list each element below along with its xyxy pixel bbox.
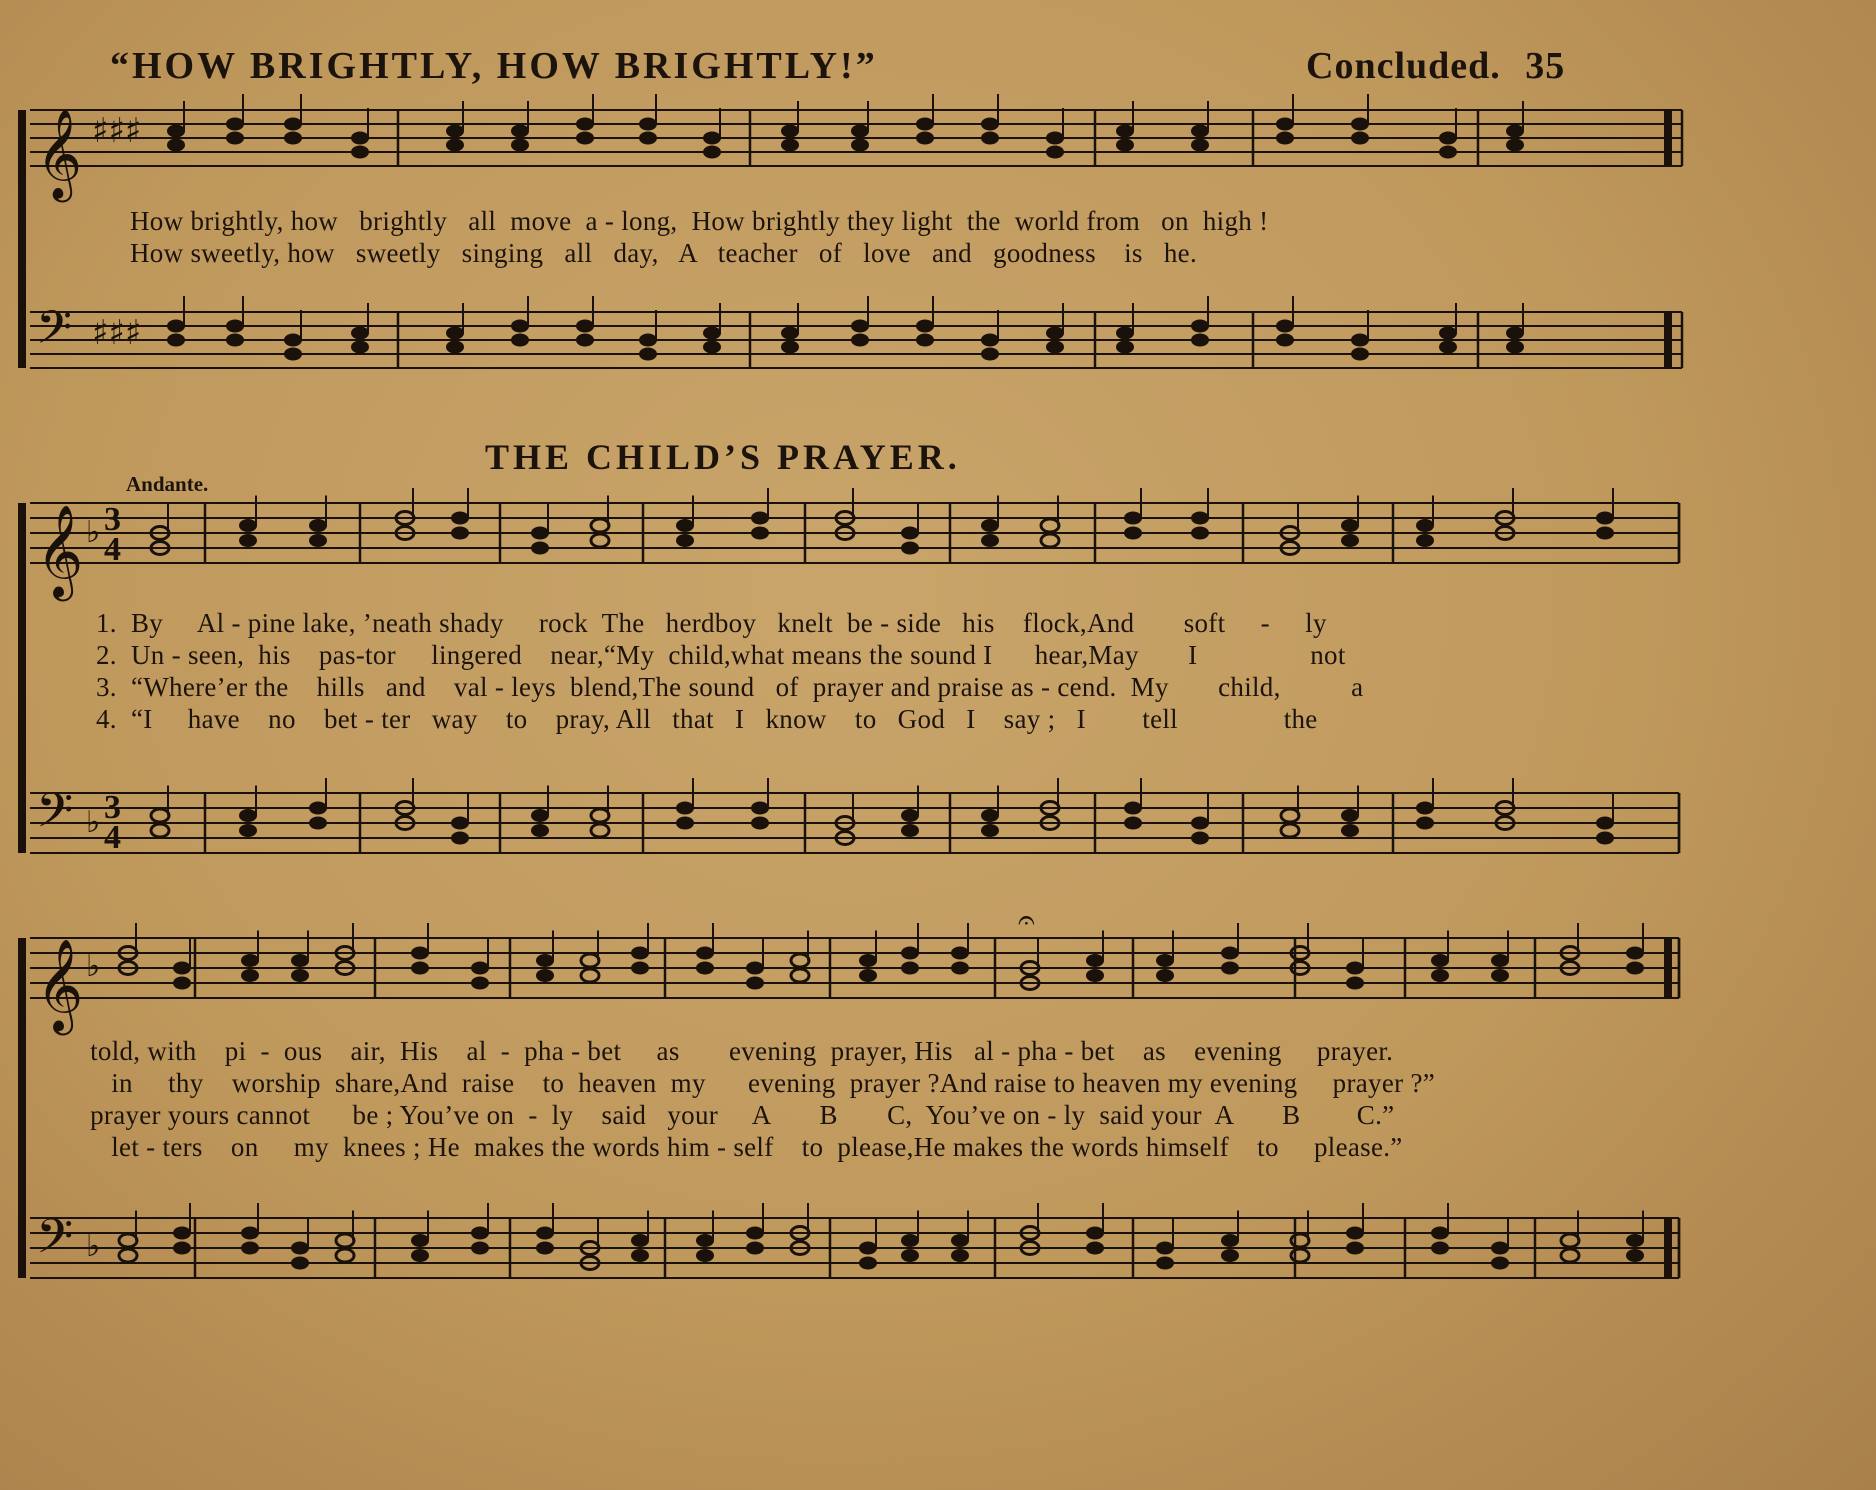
key-signature-flat: ♭: [86, 515, 101, 550]
hymn-s2-bass-note: [291, 1242, 309, 1255]
song1-treble-note: [1046, 146, 1064, 159]
hymn-s1-bass-note: [531, 824, 549, 837]
song1-treble-note: [851, 125, 869, 138]
hymn-s1-bass-note: [591, 809, 609, 822]
song1-bass-note: [351, 327, 369, 340]
hymn-s2-bass-note: [1086, 1242, 1104, 1255]
song1-bass-note: [576, 320, 594, 333]
hymn-lyric-verse-2-cont: in thy worship share,And raise to heaven my evening prayer ?And raise to heaven my evening prayer ?”: [76, 1068, 1436, 1098]
hymn-s2-treble-note: [581, 954, 599, 967]
hymn-s1-treble-note: [309, 519, 327, 532]
hymn-lyric-verse-3: 3. “Where’er the hills and val - leys blend,The sound of prayer and praise as - cend. My child, a: [96, 672, 1364, 702]
hymn-s1-bass-note: [451, 832, 469, 845]
song1-bass-note: [1351, 334, 1369, 347]
song1-treble-note: [1351, 132, 1369, 145]
song1-treble-note: [446, 139, 464, 152]
hymn-s2-treble-note: [631, 947, 649, 960]
song1-bass-note: [446, 327, 464, 340]
hymn-s2-treble-note: [536, 969, 554, 982]
key-signature-sharps: ♯♯♯: [92, 313, 142, 353]
hymn-s1-bass-note: [309, 802, 327, 815]
hymn-s1-bass-note: [1341, 824, 1359, 837]
song1-bass-note: [1046, 341, 1064, 354]
hymn-s2-bass-note: [471, 1242, 489, 1255]
hymn-s1-bass-note: [981, 824, 999, 837]
song1-bass-note: [1506, 327, 1524, 340]
hymn-s2-treble-note: [1221, 947, 1239, 960]
song1-bass-note: [781, 327, 799, 340]
song1-treble-note: [1439, 146, 1457, 159]
hymn-s1-bass-note: [901, 824, 919, 837]
hymn-s1-treble-note: [1341, 519, 1359, 532]
hymn-s1-treble-note: [751, 512, 769, 525]
treble-clef-icon: 𝄞: [36, 109, 83, 199]
hymn-title: THE CHILD’S PRAYER.: [485, 437, 961, 477]
song1-treble-note: [639, 118, 657, 131]
treble-clef-icon: 𝄞: [36, 938, 84, 1031]
hymn-s1-bass-note: [1124, 802, 1142, 815]
song1-bass-note: [1276, 334, 1294, 347]
song1-bass-note: [226, 334, 244, 347]
song1-bass-note: [639, 334, 657, 347]
song1-treble-note: [851, 139, 869, 152]
hymn-s1-bass-note: [676, 802, 694, 815]
hymn-s1-treble-note: [981, 519, 999, 532]
hymn-s1-treble-note: [751, 527, 769, 540]
song1-treble-note: [1439, 132, 1457, 145]
bass-clef-icon: 𝄢: [36, 782, 74, 850]
hymn-s2-treble-note: [1156, 954, 1174, 967]
hymn-s1-bass-note: [1281, 809, 1299, 822]
hymn-s1-treble-note: [1416, 534, 1434, 547]
song1-treble-note: [981, 132, 999, 145]
song1-bass-note: [1116, 327, 1134, 340]
hymn-s2-treble-note: [1086, 969, 1104, 982]
hymn-s2-bass-note: [119, 1234, 137, 1247]
song1-treble-note: [1351, 118, 1369, 131]
song1-treble-note: [1046, 132, 1064, 145]
hymn-s2-bass-note: [336, 1249, 354, 1262]
hymn-s2-treble-note: [1086, 954, 1104, 967]
hymn-s2-treble-note: [1346, 962, 1364, 975]
hymn-s1-bass-note: [1416, 802, 1434, 815]
hymn-s2-bass-note: [901, 1234, 919, 1247]
hymn-s2-bass-note: [1156, 1242, 1174, 1255]
hymn-s1-treble-note: [531, 542, 549, 555]
time-signature-bottom: 4: [104, 819, 121, 856]
hymn-s1-treble-note: [591, 519, 609, 532]
hymn-s1-treble-note: [1191, 527, 1209, 540]
hymn-s2-bass-note: [1291, 1234, 1309, 1247]
song1-bass-note: [1276, 320, 1294, 333]
song1-bass-note: [1506, 341, 1524, 354]
hymn-s2-bass-note: [1346, 1227, 1364, 1240]
hymn-s2-bass-note: [411, 1234, 429, 1247]
hymn-s2-treble-note: [901, 947, 919, 960]
hymn-s1-bass-note: [151, 809, 169, 822]
hymn-s1-bass-note: [1191, 817, 1209, 830]
hymn-s2-bass-note: [1431, 1242, 1449, 1255]
hymn-s2-bass-note: [1561, 1234, 1579, 1247]
song1-bass-note: [351, 341, 369, 354]
hymn-lyric-verse-4: 4. “I have no bet - ter way to pray, All that I know to God I say ; I tell the: [96, 704, 1318, 734]
song1-bass-note: [1439, 327, 1457, 340]
song1-bass-note: [1116, 341, 1134, 354]
song1-treble-note: [1116, 139, 1134, 152]
hymn-s1-bass-note: [1596, 832, 1614, 845]
hymn-s2-treble-note: [411, 947, 429, 960]
hymn-s1-treble-note: [591, 534, 609, 547]
hymn-s1-bass-note: [751, 802, 769, 815]
hymn-s2-bass-note: [1626, 1249, 1644, 1262]
song1-treble-note: [781, 125, 799, 138]
hymn-s2-treble-note: [951, 947, 969, 960]
song1-treble-note: [511, 139, 529, 152]
hymn-s2-treble-note: [1431, 969, 1449, 982]
hymn-s2-bass-note: [336, 1234, 354, 1247]
song1-bass-note: [167, 334, 185, 347]
song1-bass-note: [284, 348, 302, 361]
hymn-s2-bass-note: [1291, 1249, 1309, 1262]
hymn-s2-bass-note: [1156, 1257, 1174, 1270]
hymn-s2-treble-note: [1491, 954, 1509, 967]
hymn-s2-bass-note: [1491, 1242, 1509, 1255]
hymn-s2-treble-note: [581, 969, 599, 982]
hymn-s2-treble-note: [859, 969, 877, 982]
song1-treble-note: [226, 118, 244, 131]
song1-bass-note: [981, 334, 999, 347]
song1-treble-note: [1191, 125, 1209, 138]
song-title: “HOW BRIGHTLY, HOW BRIGHTLY!”: [110, 45, 878, 87]
song1-treble-note: [167, 125, 185, 138]
hymn-s1-treble-note: [451, 512, 469, 525]
key-signature-flat: ♭: [86, 1229, 101, 1264]
hymn-s2-bass-note: [536, 1242, 554, 1255]
hymn-s1-treble-note: [981, 534, 999, 547]
song1-treble-note: [916, 118, 934, 131]
hymn-s2-bass-note: [471, 1227, 489, 1240]
hymn-s1-treble-note: [1596, 512, 1614, 525]
song1-bass-note: [576, 334, 594, 347]
hymn-lyric-verse-1-cont: told, with pi - ous air, His al - pha - bet as evening prayer, His al - pha - bet as evening prayer.: [76, 1036, 1394, 1066]
hymn-lyric-verse-2: 2. Un - seen, his pas-tor lingered near,“My child,what means the sound I hear,May I not: [96, 640, 1346, 670]
hymn-s1-bass-note: [239, 824, 257, 837]
hymn-s1-bass-note: [1341, 809, 1359, 822]
fermata-icon: 𝄐: [1018, 903, 1035, 938]
song1-bass-note: [703, 327, 721, 340]
song1-treble-note: [284, 132, 302, 145]
song1-treble-note: [1506, 139, 1524, 152]
hymn-s2-treble-note: [536, 954, 554, 967]
song1-treble-note: [284, 118, 302, 131]
song1-bass-note: [703, 341, 721, 354]
hymn-s2-bass-note: [951, 1234, 969, 1247]
hymn-s2-treble-note: [173, 962, 191, 975]
hymn-s1-bass-note: [1191, 832, 1209, 845]
hymn-s2-bass-note: [859, 1257, 877, 1270]
hymn-s2-treble-note: [859, 954, 877, 967]
hymn-s1-treble-note: [1191, 512, 1209, 525]
song1-bass-note: [511, 320, 529, 333]
hymn-s2-bass-note: [411, 1249, 429, 1262]
hymn-s1-bass-note: [591, 824, 609, 837]
song1-bass-note: [1046, 327, 1064, 340]
hymn-s2-bass-note: [241, 1227, 259, 1240]
hymn-s1-treble-note: [531, 527, 549, 540]
song1-bass-note: [1191, 320, 1209, 333]
hymn-s1-treble-note: [1596, 527, 1614, 540]
song1-bass-note: [639, 348, 657, 361]
song1-treble-note: [351, 132, 369, 145]
hymn-s1-treble-note: [676, 534, 694, 547]
hymn-s2-treble-note: [901, 962, 919, 975]
hymn-s1-treble-note: [901, 542, 919, 555]
song1-bass-note: [1191, 334, 1209, 347]
hymn-s2-treble-note: [1626, 947, 1644, 960]
song1-bass-note: [446, 341, 464, 354]
song1-bass-note: [226, 320, 244, 333]
hymn-s1-bass-note: [676, 817, 694, 830]
song1-treble-note: [639, 132, 657, 145]
hymn-s2-bass-note: [859, 1242, 877, 1255]
hymn-s1-bass-note: [151, 824, 169, 837]
hymn-s1-treble-note: [239, 519, 257, 532]
hymn-s2-bass-note: [1221, 1249, 1239, 1262]
hymn-s2-bass-note: [1346, 1242, 1364, 1255]
hymn-s2-treble-note: [1491, 969, 1509, 982]
hymn-s2-treble-note: [1156, 969, 1174, 982]
song1-bass-note: [1351, 348, 1369, 361]
hymn-s1-bass-note: [1416, 817, 1434, 830]
song1-bass-note: [284, 334, 302, 347]
song1-treble-note: [1506, 125, 1524, 138]
hymn-s1-bass-note: [239, 809, 257, 822]
song1-treble-note: [1191, 139, 1209, 152]
hymn-s1-treble-note: [451, 527, 469, 540]
hymn-s2-bass-note: [951, 1249, 969, 1262]
hymn-s1-treble-note: [1124, 512, 1142, 525]
hymn-s2-treble-note: [411, 962, 429, 975]
hymn-s2-bass-note: [746, 1227, 764, 1240]
hymn-s2-treble-note: [241, 969, 259, 982]
hymn-s2-bass-note: [173, 1242, 191, 1255]
song1-bass-note: [981, 348, 999, 361]
song1-treble-note: [1276, 132, 1294, 145]
hymn-s1-bass-note: [451, 817, 469, 830]
hymn-s2-treble-note: [746, 962, 764, 975]
hymn-s1-bass-note: [751, 817, 769, 830]
hymn-s2-treble-note: [1626, 962, 1644, 975]
song1-treble-note: [167, 139, 185, 152]
time-signature-bottom: 4: [104, 531, 121, 568]
hymn-s1-treble-note: [309, 534, 327, 547]
hymn-lyric-verse-3-cont: prayer yours cannot be ; You’ve on - ly said your A B C, You’ve on - ly said your A B C.”: [76, 1100, 1395, 1130]
hymn-s1-treble-note: [239, 534, 257, 547]
hymn-s2-treble-note: [471, 962, 489, 975]
hymn-s1-treble-note: [1124, 527, 1142, 540]
hymn-s2-bass-note: [631, 1234, 649, 1247]
hymn-s2-treble-note: [791, 954, 809, 967]
song1-treble-note: [703, 146, 721, 159]
hymn-s2-treble-note: [1221, 962, 1239, 975]
hymn-s1-treble-note: [1341, 534, 1359, 547]
concluded-text: Concluded.: [1306, 45, 1501, 87]
song1-treble-note: [981, 118, 999, 131]
hymn-s2-bass-note: [241, 1242, 259, 1255]
song1-bass-note: [851, 334, 869, 347]
hymn-s1-bass-note: [981, 809, 999, 822]
hymn-s2-bass-note: [173, 1227, 191, 1240]
hymn-s2-bass-note: [746, 1242, 764, 1255]
song1-treble-note: [916, 132, 934, 145]
hymn-s1-bass-note: [1124, 817, 1142, 830]
song1-treble-note: [226, 132, 244, 145]
key-signature-flat: ♭: [86, 805, 101, 840]
song1-bass-note: [916, 334, 934, 347]
song1-treble-note: [1116, 125, 1134, 138]
song1-treble-note: [511, 125, 529, 138]
time-signature-top: 3: [104, 501, 121, 538]
hymn-s2-bass-note: [1561, 1249, 1579, 1262]
hymn-s1-bass-note: [1596, 817, 1614, 830]
hymn-s2-treble-note: [746, 977, 764, 990]
page-number: 35: [1525, 45, 1566, 87]
hymn-s2-treble-note: [696, 947, 714, 960]
song1-treble-note: [781, 139, 799, 152]
hymn-s2-treble-note: [291, 954, 309, 967]
hymn-s1-treble-note: [676, 519, 694, 532]
treble-clef-icon: 𝄞: [36, 504, 84, 597]
song1-bass-note: [167, 320, 185, 333]
key-signature-flat: ♭: [86, 949, 101, 984]
hymn-s2-bass-note: [1491, 1257, 1509, 1270]
song1-lyric-verse-2: How sweetly, how sweetly singing all day, A teacher of love and goodness is he.: [130, 238, 1198, 268]
song1-treble-note: [351, 146, 369, 159]
bass-clef-icon: 𝄢: [36, 301, 73, 366]
song1-treble-note: [576, 118, 594, 131]
tempo-marking: Andante.: [126, 472, 209, 496]
hymn-s2-bass-note: [696, 1234, 714, 1247]
hymn-s2-bass-note: [1221, 1234, 1239, 1247]
bass-clef-icon: 𝄢: [36, 1208, 74, 1276]
hymn-s2-treble-note: [631, 962, 649, 975]
hymn-lyric-verse-1: 1. By Al - pine lake, ’neath shady rock The herdboy knelt be - side his flock,And soft - ly: [96, 608, 1327, 638]
hymn-s2-treble-note: [291, 969, 309, 982]
hymn-s2-treble-note: [696, 962, 714, 975]
song1-treble-note: [576, 132, 594, 145]
hymn-s2-treble-note: [241, 954, 259, 967]
hymn-s1-treble-note: [1041, 519, 1059, 532]
hymn-s1-bass-note: [901, 809, 919, 822]
hymn-s2-bass-note: [696, 1249, 714, 1262]
key-signature-sharps: ♯♯♯: [92, 111, 142, 151]
hymn-s2-bass-note: [901, 1249, 919, 1262]
hymn-s2-treble-note: [951, 962, 969, 975]
song1-bass-note: [851, 320, 869, 333]
hymn-s2-treble-note: [1431, 954, 1449, 967]
hymn-s2-bass-note: [291, 1257, 309, 1270]
song1-treble-note: [1276, 118, 1294, 131]
song1-lyric-verse-1: How brightly, how brightly all move a - long, How brightly they light the world from on high !: [130, 206, 1269, 236]
hymn-s1-bass-note: [1281, 824, 1299, 837]
song1-treble-note: [446, 125, 464, 138]
hymn-s2-treble-note: [471, 977, 489, 990]
time-signature-top: 3: [104, 789, 121, 826]
song1-bass-note: [1439, 341, 1457, 354]
hymn-s1-treble-note: [1416, 519, 1434, 532]
hymn-lyric-verse-4-cont: let - ters on my knees ; He makes the words him - self to please,He makes the words himself to please.”: [76, 1132, 1403, 1162]
hymn-s2-bass-note: [631, 1249, 649, 1262]
hymn-s2-bass-note: [119, 1249, 137, 1262]
hymn-s2-bass-note: [1086, 1227, 1104, 1240]
hymn-s2-treble-note: [791, 969, 809, 982]
hymn-s2-bass-note: [1626, 1234, 1644, 1247]
hymn-s1-bass-note: [531, 809, 549, 822]
hymn-s1-treble-note: [901, 527, 919, 540]
hymn-s1-bass-note: [309, 817, 327, 830]
hymn-s2-bass-note: [1431, 1227, 1449, 1240]
hymn-s2-treble-note: [1346, 977, 1364, 990]
hymn-s2-bass-note: [536, 1227, 554, 1240]
song1-bass-note: [511, 334, 529, 347]
song1-bass-note: [916, 320, 934, 333]
hymn-s2-treble-note: [173, 977, 191, 990]
song1-treble-note: [703, 132, 721, 145]
song1-bass-note: [781, 341, 799, 354]
hymn-s1-treble-note: [1041, 534, 1059, 547]
